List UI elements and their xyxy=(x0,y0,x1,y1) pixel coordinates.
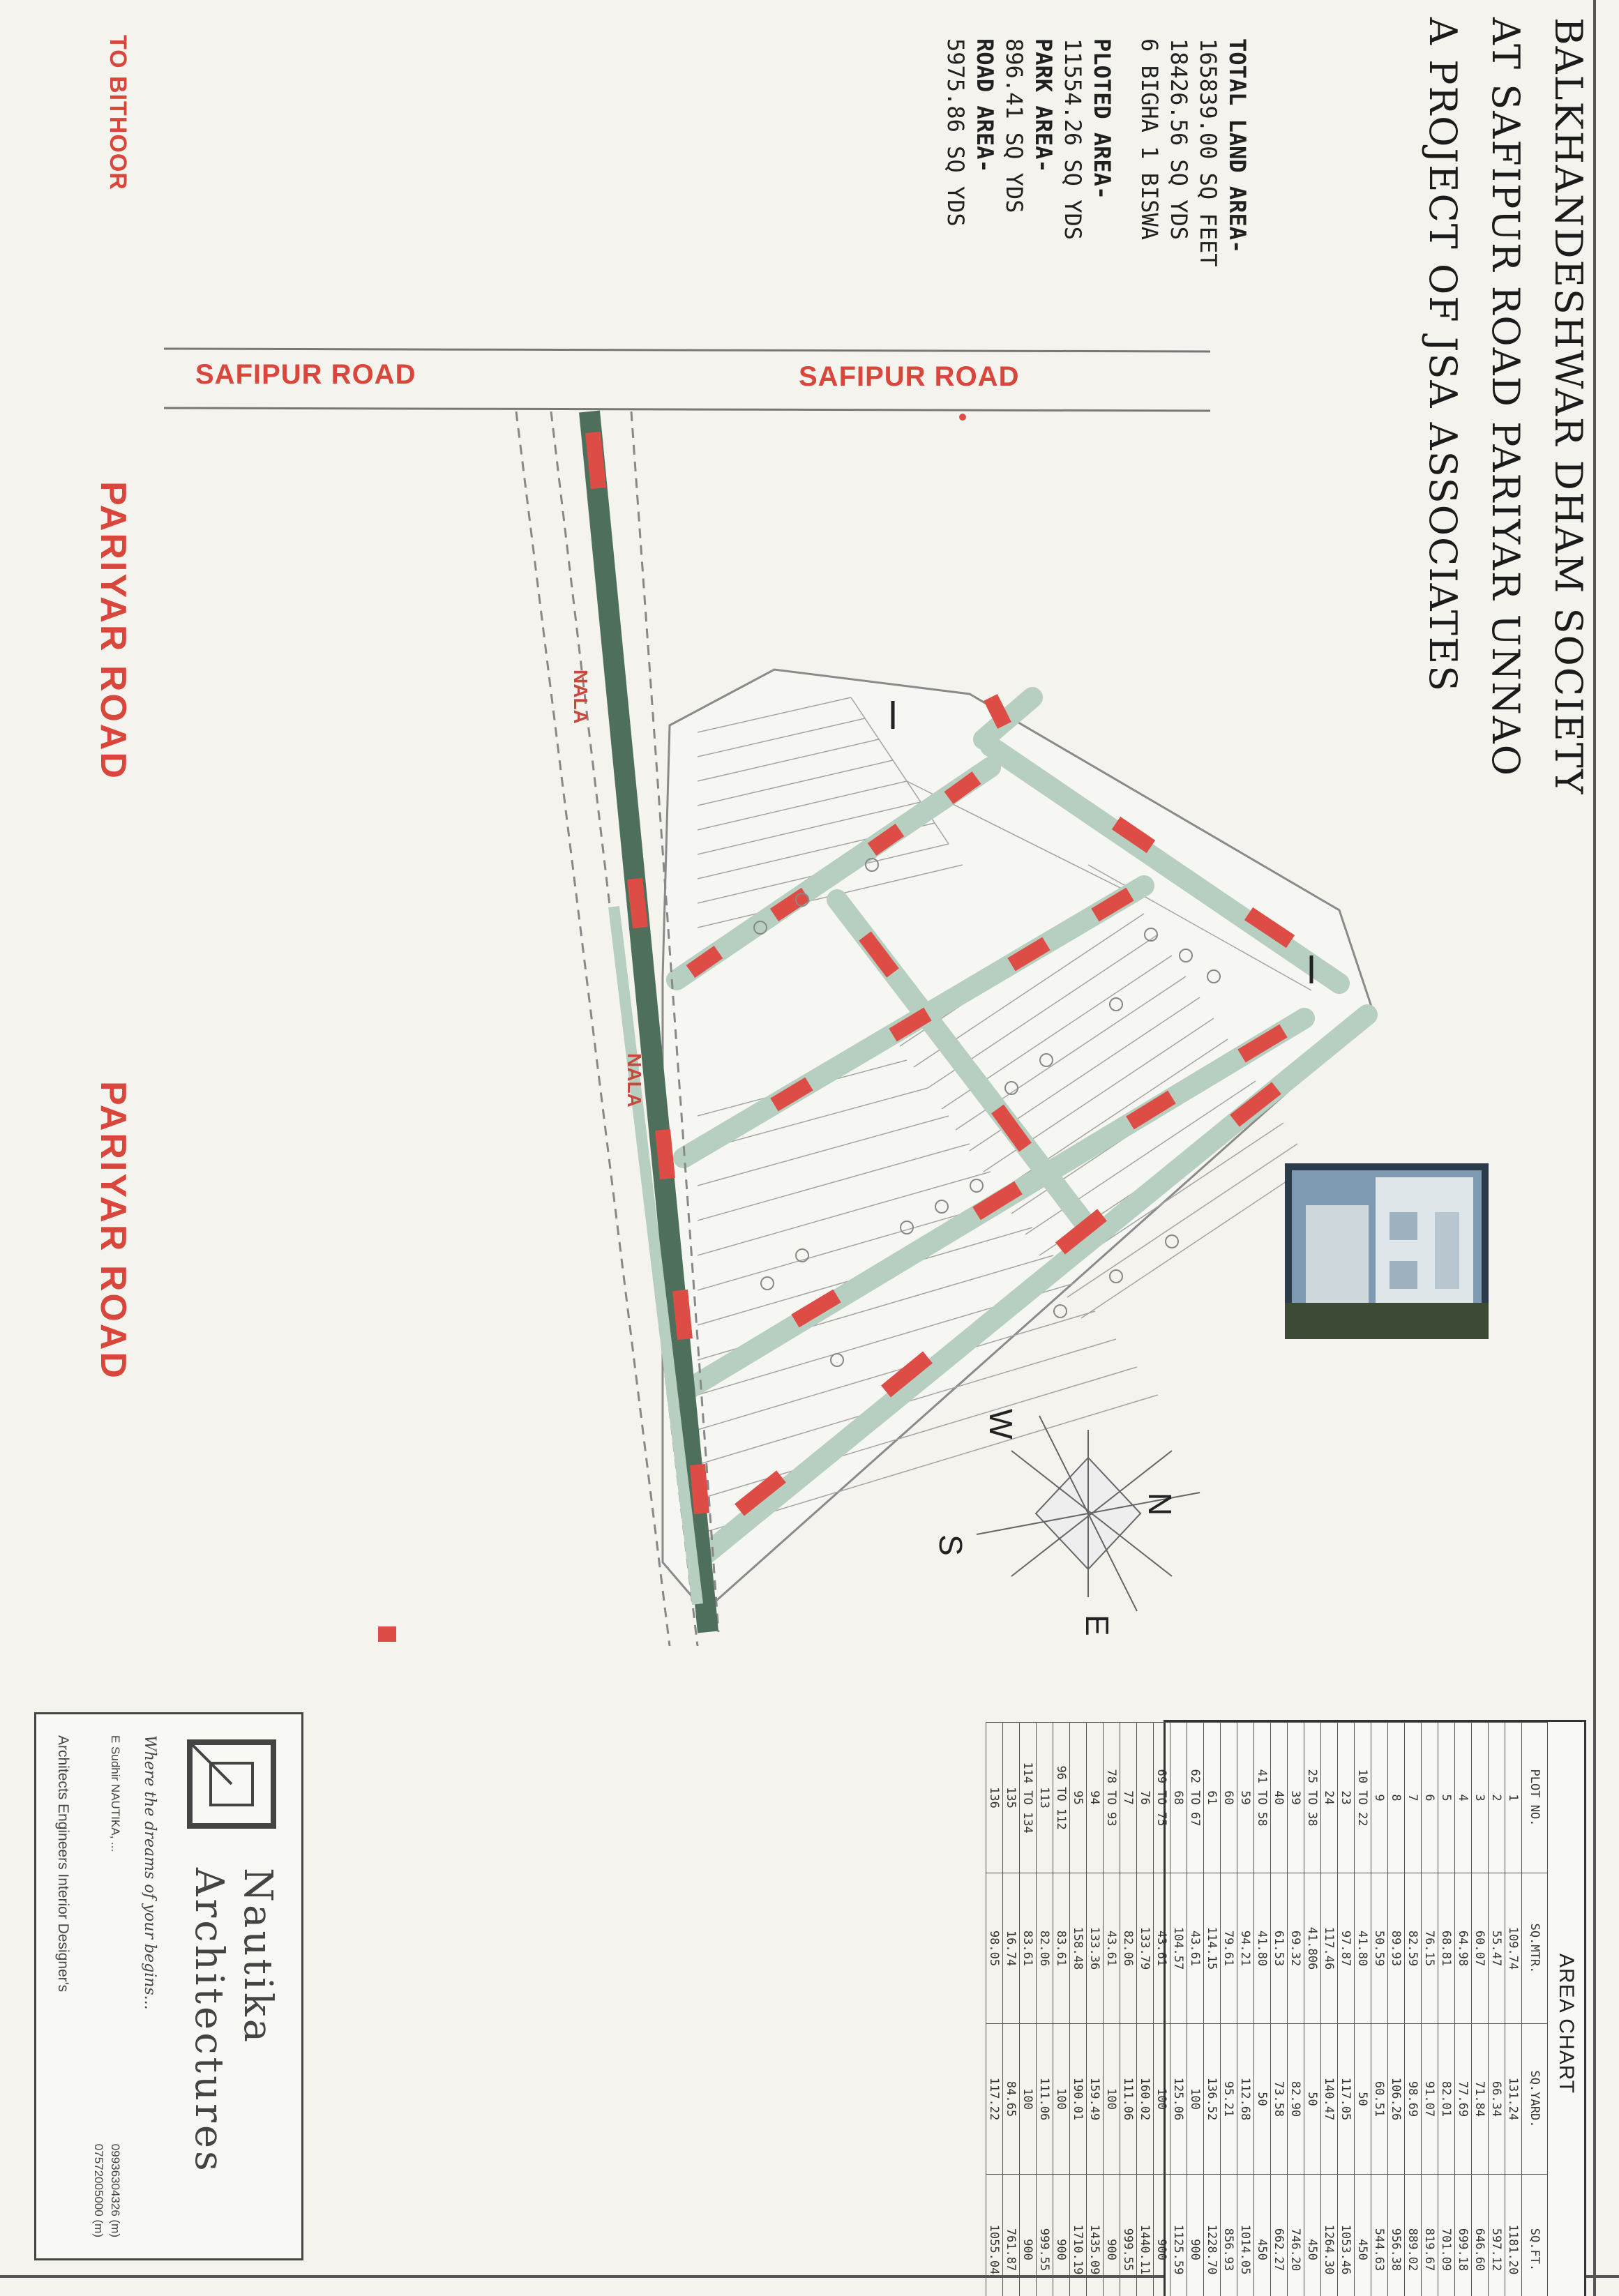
table-cell: 158.48 xyxy=(1070,1873,1087,2024)
table-cell: 23 xyxy=(1338,1723,1355,1873)
nautika-logo xyxy=(183,1735,280,1833)
table-cell: 43.61 xyxy=(1187,1873,1204,2024)
table-cell: 8 xyxy=(1388,1723,1405,1873)
table-cell: 746.20 xyxy=(1288,2175,1304,2296)
table-cell: 900 xyxy=(1187,2175,1204,2296)
table-row xyxy=(1455,1723,1472,2296)
compass-north-label: N xyxy=(1142,1493,1178,1516)
table-cell: 41 TO 58 xyxy=(1254,1723,1271,1873)
table-cell: 1053.46 xyxy=(1338,2175,1355,2296)
safipur-road-label-right: SAFIPUR ROAD xyxy=(799,361,1020,392)
table-cell: 133.36 xyxy=(1087,1873,1104,2024)
table-row xyxy=(1020,1723,1037,2296)
table-row xyxy=(1120,1723,1137,2296)
compass-south-label: S xyxy=(933,1534,969,1556)
table-cell: 97.87 xyxy=(1338,1873,1355,2024)
table-row xyxy=(1422,1723,1438,2296)
table-cell: 699.18 xyxy=(1455,2175,1472,2296)
table-cell: 136 xyxy=(986,1723,1003,1873)
brand-name-1: Nautika xyxy=(235,1868,280,2046)
table-cell: 98.05 xyxy=(986,1873,1003,2024)
table-cell: 24 xyxy=(1321,1723,1338,1873)
table-row xyxy=(986,1723,1003,2296)
table-cell: 62 TO 67 xyxy=(1187,1723,1204,1873)
table-row xyxy=(1070,1723,1087,2296)
table-cell: 73.58 xyxy=(1271,2024,1288,2175)
table-cell: 1125.59 xyxy=(1170,2175,1187,2296)
table-cell: 1228.70 xyxy=(1204,2175,1221,2296)
table-row xyxy=(1053,1723,1070,2296)
table-cell: 1435.09 xyxy=(1087,2175,1104,2296)
table-cell: 1055.04 xyxy=(986,2175,1003,2296)
red-marker xyxy=(378,1626,396,1642)
table-cell: 41.80 xyxy=(1355,1873,1371,2024)
area-chart-header-1: SQ.MTR. xyxy=(1522,1873,1548,2024)
table-cell: 1181.20 xyxy=(1505,2175,1522,2296)
table-cell: 43.61 xyxy=(1154,1873,1170,2024)
table-cell: 50.59 xyxy=(1371,1873,1388,2024)
table-cell: 43.61 xyxy=(1104,1873,1120,2024)
area-chart-header-row xyxy=(1522,1723,1548,2296)
table-cell: 69.32 xyxy=(1288,1873,1304,2024)
brand-name-2: Architectures xyxy=(186,1868,232,2174)
table-cell: 100 xyxy=(1104,2024,1120,2175)
table-cell: 1264.30 xyxy=(1321,2175,1338,2296)
table-cell: 999.55 xyxy=(1120,2175,1137,2296)
table-cell: 106.26 xyxy=(1388,2024,1405,2175)
area-chart-header-0: PLOT NO. xyxy=(1522,1723,1548,1873)
table-cell: 1440.11 xyxy=(1137,2175,1154,2296)
table-cell: 109.74 xyxy=(1505,1873,1522,2024)
table-cell: 701.09 xyxy=(1438,2175,1455,2296)
table-cell: 50 xyxy=(1254,2024,1271,2175)
nala-label-2: NALA xyxy=(624,1053,645,1108)
total-land-bigha: 6 BIGHA 1 BISWA xyxy=(1136,38,1163,240)
table-cell: 900 xyxy=(1020,2175,1037,2296)
table-cell: 84.65 xyxy=(1003,2024,1020,2175)
total-land-label: TOTAL LAND AREA- xyxy=(1224,38,1251,254)
pariyar-road-label-1: PARIYAR ROAD xyxy=(93,481,133,780)
table-cell: 1014.05 xyxy=(1237,2175,1254,2296)
table-cell: 82.01 xyxy=(1438,2024,1455,2175)
table-cell: 77 xyxy=(1120,1723,1137,1873)
table-cell: 131.24 xyxy=(1505,2024,1522,2175)
table-row xyxy=(1388,1723,1405,2296)
table-row xyxy=(1438,1723,1455,2296)
table-cell: 98.69 xyxy=(1405,2024,1422,2175)
table-row xyxy=(1271,1723,1288,2296)
table-cell: 79.61 xyxy=(1221,1873,1237,2024)
table-cell: 125.06 xyxy=(1170,2024,1187,2175)
table-cell: 112.68 xyxy=(1237,2024,1254,2175)
total-land-sqyds: 18426.56 SQ YDS xyxy=(1166,38,1192,240)
table-row xyxy=(1254,1723,1271,2296)
table-cell: 82.06 xyxy=(1037,1873,1053,2024)
table-cell: 100 xyxy=(1053,2024,1070,2175)
table-cell: 66.34 xyxy=(1489,2024,1505,2175)
table-cell: 450 xyxy=(1304,2175,1321,2296)
table-cell: 117.05 xyxy=(1338,2024,1355,2175)
table-cell: 41.80 xyxy=(1254,1873,1271,2024)
table-cell: 113 xyxy=(1037,1723,1053,1873)
table-cell: 82.06 xyxy=(1120,1873,1137,2024)
table-cell: 77.69 xyxy=(1455,2024,1472,2175)
table-cell: 7 xyxy=(1405,1723,1422,1873)
table-cell: 140.47 xyxy=(1321,2024,1338,2175)
road-area-label: ROAD AREA- xyxy=(972,38,998,173)
table-row xyxy=(1321,1723,1338,2296)
table-row xyxy=(1003,1723,1020,2296)
table-row xyxy=(1505,1723,1522,2296)
to-bithoor-label: TO BITHOOR xyxy=(105,35,131,190)
brand-tagline: Where the dreams of your begins... xyxy=(141,1735,158,2010)
table-cell: 761.87 xyxy=(1003,2175,1020,2296)
table-cell: 4 xyxy=(1455,1723,1472,1873)
table-cell: 60.07 xyxy=(1472,1873,1489,2024)
table-cell: 16.74 xyxy=(1003,1873,1020,2024)
table-cell: 450 xyxy=(1355,2175,1371,2296)
table-row xyxy=(1288,1723,1304,2296)
title-line-1: BALKHANDESHWAR DHAM SOCIETY xyxy=(1546,17,1590,796)
area-chart-title: AREA CHART xyxy=(1555,1953,1578,2094)
table-cell: 2 xyxy=(1489,1723,1505,1873)
table-cell: 68 xyxy=(1170,1723,1187,1873)
table-cell: 900 xyxy=(1104,2175,1120,2296)
table-row xyxy=(1472,1723,1489,2296)
table-row xyxy=(1154,1723,1170,2296)
total-land-sqft: 165839.00 SQ FEET xyxy=(1195,38,1221,267)
pariyar-road-label-2: PARIYAR ROAD xyxy=(93,1081,133,1380)
table-cell: 956.38 xyxy=(1388,2175,1405,2296)
title-line-2: AT SAFIPUR ROAD PARIYAR UNNAO xyxy=(1484,17,1528,778)
safipur-road-line-bottom xyxy=(164,408,1210,411)
phone-1: 09936304326 (m) xyxy=(109,2143,122,2237)
table-cell: 117.46 xyxy=(1321,1873,1338,2024)
table-row xyxy=(1170,1723,1187,2296)
table-cell: 94 xyxy=(1087,1723,1104,1873)
table-cell: 78 TO 93 xyxy=(1104,1723,1120,1873)
table-row xyxy=(1405,1723,1422,2296)
architect-address: E Sudhir NAUTIKA, ... xyxy=(109,1735,122,1852)
table-cell: 69 TO 75 xyxy=(1154,1723,1170,1873)
table-cell: 41.806 xyxy=(1304,1873,1321,2024)
table-cell: 39 xyxy=(1288,1723,1304,1873)
table-cell: 10 TO 22 xyxy=(1355,1723,1371,1873)
table-row xyxy=(1304,1723,1321,2296)
table-row xyxy=(1221,1723,1237,2296)
park-area-value: 896.41 SQ YDS xyxy=(1001,38,1027,213)
table-cell: 83.61 xyxy=(1020,1873,1037,2024)
table-row xyxy=(1104,1723,1120,2296)
table-cell: 544.63 xyxy=(1371,2175,1388,2296)
table-row xyxy=(1489,1723,1505,2296)
table-row xyxy=(1037,1723,1053,2296)
table-row xyxy=(1187,1723,1204,2296)
table-cell: 61 xyxy=(1204,1723,1221,1873)
table-cell: 25 TO 38 xyxy=(1304,1723,1321,1873)
area-chart-body xyxy=(986,1723,1522,2296)
architect-box xyxy=(34,1712,303,2260)
table-cell: 95.21 xyxy=(1221,2024,1237,2175)
table-cell: 1710.19 xyxy=(1070,2175,1087,2296)
safipur-road-line-top xyxy=(164,349,1210,352)
compass-east-label: E xyxy=(1079,1615,1115,1636)
table-cell: 111.06 xyxy=(1120,2024,1137,2175)
architect-services: Architects Engineers Interior Designer's xyxy=(55,1735,71,1993)
table-cell: 3 xyxy=(1472,1723,1489,1873)
table-cell: 1 xyxy=(1505,1723,1522,1873)
table-cell: 71.84 xyxy=(1472,2024,1489,2175)
table-cell: 100 xyxy=(1187,2024,1204,2175)
ploted-area-value: 11554.26 SQ YDS xyxy=(1060,38,1086,240)
table-cell: 61.53 xyxy=(1271,1873,1288,2024)
road-area-value: 5975.86 SQ YDS xyxy=(942,38,969,227)
table-row xyxy=(1087,1723,1104,2296)
table-cell: 82.90 xyxy=(1288,2024,1304,2175)
table-cell: 60 xyxy=(1221,1723,1237,1873)
table-cell: 95 xyxy=(1070,1723,1087,1873)
table-cell: 82.59 xyxy=(1405,1873,1422,2024)
table-cell: 76 xyxy=(1137,1723,1154,1873)
nala-label-1: NALA xyxy=(570,670,592,724)
table-cell: 89.93 xyxy=(1388,1873,1405,2024)
table-cell: 450 xyxy=(1254,2175,1271,2296)
table-cell: 64.98 xyxy=(1455,1873,1472,2024)
table-cell: 597.12 xyxy=(1489,2175,1505,2296)
table-cell: 50 xyxy=(1355,2024,1371,2175)
area-chart-header-2: SQ.YARD. xyxy=(1522,2024,1548,2175)
table-cell: 60.51 xyxy=(1371,2024,1388,2175)
table-cell: 94.21 xyxy=(1237,1873,1254,2024)
table-cell: 900 xyxy=(1154,2175,1170,2296)
area-chart xyxy=(987,1720,1586,2296)
table-row xyxy=(1371,1723,1388,2296)
table-row xyxy=(1355,1723,1371,2296)
table-cell: 100 xyxy=(1154,2024,1170,2175)
ploted-area-label: PLOTED AREA- xyxy=(1089,38,1115,200)
table-cell: 68.81 xyxy=(1438,1873,1455,2024)
table-cell: 114 TO 134 xyxy=(1020,1723,1037,1873)
table-cell: 96 TO 112 xyxy=(1053,1723,1070,1873)
table-cell: 135 xyxy=(1003,1723,1020,1873)
table-cell: 819.67 xyxy=(1422,2175,1438,2296)
table-cell: 100 xyxy=(1020,2024,1037,2175)
table-row xyxy=(1237,1723,1254,2296)
area-chart-table xyxy=(986,1722,1548,2296)
table-cell: 646.60 xyxy=(1472,2175,1489,2296)
table-cell: 104.57 xyxy=(1170,1873,1187,2024)
table-cell: 856.93 xyxy=(1221,2175,1237,2296)
table-cell: 40 xyxy=(1271,1723,1288,1873)
table-cell: 5 xyxy=(1438,1723,1455,1873)
park-area-label: PARK AREA- xyxy=(1030,38,1057,173)
table-cell: 133.79 xyxy=(1137,1873,1154,2024)
table-cell: 136.52 xyxy=(1204,2024,1221,2175)
phone-2: 07572005000 (m) xyxy=(92,2143,105,2237)
table-cell: 6 xyxy=(1422,1723,1438,1873)
table-cell: 55.47 xyxy=(1489,1873,1505,2024)
table-cell: 9 xyxy=(1371,1723,1388,1873)
table-cell: 111.06 xyxy=(1037,2024,1053,2175)
table-cell: 999.55 xyxy=(1037,2175,1053,2296)
table-cell: 91.07 xyxy=(1422,2024,1438,2175)
table-cell: 662.27 xyxy=(1271,2175,1288,2296)
area-chart-header-3: SQ.FT. xyxy=(1522,2175,1548,2296)
table-cell: 76.15 xyxy=(1422,1873,1438,2024)
table-cell: 889.02 xyxy=(1405,2175,1422,2296)
compass-west-label: W xyxy=(983,1409,1019,1440)
table-cell: 83.61 xyxy=(1053,1873,1070,2024)
table-cell: 59 xyxy=(1237,1723,1254,1873)
table-cell: 114.15 xyxy=(1204,1873,1221,2024)
table-cell: 50 xyxy=(1304,2024,1321,2175)
table-row xyxy=(1204,1723,1221,2296)
table-row xyxy=(1338,1723,1355,2296)
table-cell: 900 xyxy=(1053,2175,1070,2296)
table-row xyxy=(1137,1723,1154,2296)
safipur-road-label-left: SAFIPUR ROAD xyxy=(195,359,416,390)
red-dot xyxy=(959,414,966,421)
table-cell: 160.02 xyxy=(1137,2024,1154,2175)
architect-phones xyxy=(90,2077,123,2237)
table-cell: 190.01 xyxy=(1070,2024,1087,2175)
title-line-3: A PROJECT OF JSA ASSOCIATES xyxy=(1421,17,1465,693)
table-cell: 159.49 xyxy=(1087,2024,1104,2175)
table-cell: 117.22 xyxy=(986,2024,1003,2175)
building-photo xyxy=(1285,1163,1489,1339)
